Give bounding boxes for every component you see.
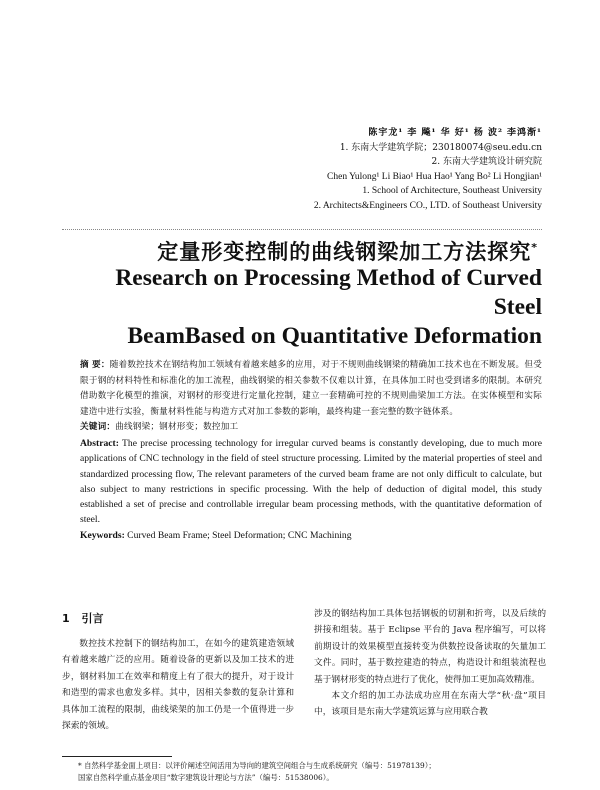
keywords-en-text: Curved Beam Frame; Steel Deformation; CNC Machining: [127, 529, 352, 541]
keywords-en: [80, 528, 542, 543]
abstract-block: [80, 358, 542, 543]
affiliation-2-cn: 2. 东南大学建筑设计研究院: [431, 157, 542, 167]
footnote-divider: [62, 756, 172, 757]
abstract-cn: [80, 358, 542, 420]
footnote-mark: *: [78, 761, 82, 770]
footnote-line-1: [78, 760, 548, 772]
author-block: [242, 126, 542, 213]
header-divider: [62, 229, 542, 230]
section-heading-intro: 1 引言: [62, 612, 104, 625]
abstract-en-text: The precise processing technology for irregular curved beams is constantly developing, due to much more applications of CNC technology in the field of steel structure processing. Limited by the material properties of steel and standardized processing flow, The relevant parameters of the curved beam frame are not only difficult to calculate, but also subject to many restrictions in specific processing. With the help of deduction of digital model, this study established a set of precise and controllable irregular beam processing methods, with the quantitative deformation of steel.: [80, 437, 543, 526]
title-en-line-1: Research on Processing Method of Curved Steel: [115, 265, 542, 320]
body-column-left: [62, 636, 294, 734]
footnote-line-2: 国家自然科学重点基金项目“数字建筑设计理论与方法”（编号：51538006）。: [78, 773, 334, 782]
abstract-cn-label: 摘 要：: [80, 360, 110, 370]
title-en-line-2: BeamBased on Quantitative Deformation: [127, 323, 542, 349]
body-column-right: [314, 606, 546, 721]
intro-paragraph-3: 本文介绍的加工办法成功应用在东南大学“秋·盘”项目中，该项目是东南大学建筑运算与应用联合教: [314, 691, 546, 718]
footnote: [78, 760, 548, 784]
title-en: [62, 264, 542, 351]
authors-en: Chen Yulong¹ Li Biao¹ Hua Hao¹ Yang Bo² Li Hongjian¹: [327, 171, 542, 182]
keywords-cn-label: 关键词：: [80, 422, 116, 433]
title-cn: [157, 236, 538, 266]
title-footnote-mark: *: [531, 241, 538, 254]
abstract-en: [80, 436, 542, 528]
keywords-cn-text: 曲线钢梁；钢材形变；数控加工: [115, 422, 239, 433]
affiliation-1-en: 1. School of Architecture, Southeast University: [362, 186, 542, 196]
intro-paragraph-2: 涉及的钢结构加工具体包括钢板的切割和折弯，以及后续的拼接和组装。基于 Eclipse 平台的 Java 程序编写，可以将前期设计的效果模型直接转变为供数控设备读取的矢量加工文件。同时，基于数控建造的特点，构造设计和组装流程也基于钢材形变的特点进行了优化，使得加工更加高效精准。: [314, 609, 546, 685]
title-cn-text: 定量形变控制的曲线钢梁加工方法探究: [157, 240, 532, 264]
intro-paragraph-1: 数控技术控制下的钢结构加工，在如今的建筑建造领域有着越来越广泛的应用。随着设备的更新以及加工技术的进步，钢材料加工在效率和精度上有了很大的提升，对于设计和造型的需求也愈发多样。其中，因相关参数的复杂计算和具体加工流程的限制，曲线梁架的加工仍是一个值得进一步探索的领域。: [62, 639, 294, 732]
footnote-line-1-text: 自然科学基金面上项目：以评价阐述空间活用为导向的建筑空间组合与生成系统研究（编号：51978139）；: [84, 761, 436, 770]
authors-cn: 陈宇龙¹ 李 飚¹ 华 好¹ 杨 波² 李鸿渐¹: [368, 128, 542, 138]
abstract-en-label: Abstract:: [80, 437, 119, 449]
keywords-en-label: Keywords:: [80, 529, 125, 541]
keywords-cn: [80, 420, 542, 436]
affiliation-2-en: 2. Architects&Engineers CO., LTD. of Southeast University: [313, 200, 542, 211]
abstract-cn-text: 随着数控技术在钢结构加工领域有着越来越多的应用，对于不规则曲线钢梁的精确加工技术也在不断发展。但受限于钢的材料特性和标准化的加工流程，曲线钢梁的相关参数不仅难以计算，在具体加工时也受到诸多的限制。本研究借助数字化模型的推演，对钢材的形变进行定量化控制，建立一套精确可控的不规则曲梁加工方法。在实体模型和实际建造中进行实验，衡量材料性能与构造方式对加工参数的影响，最终构建一套完整的数字链体系。: [80, 360, 542, 417]
affiliation-1-cn: 1. 东南大学建筑学院；230180074@seu.edu.cn: [339, 142, 542, 153]
